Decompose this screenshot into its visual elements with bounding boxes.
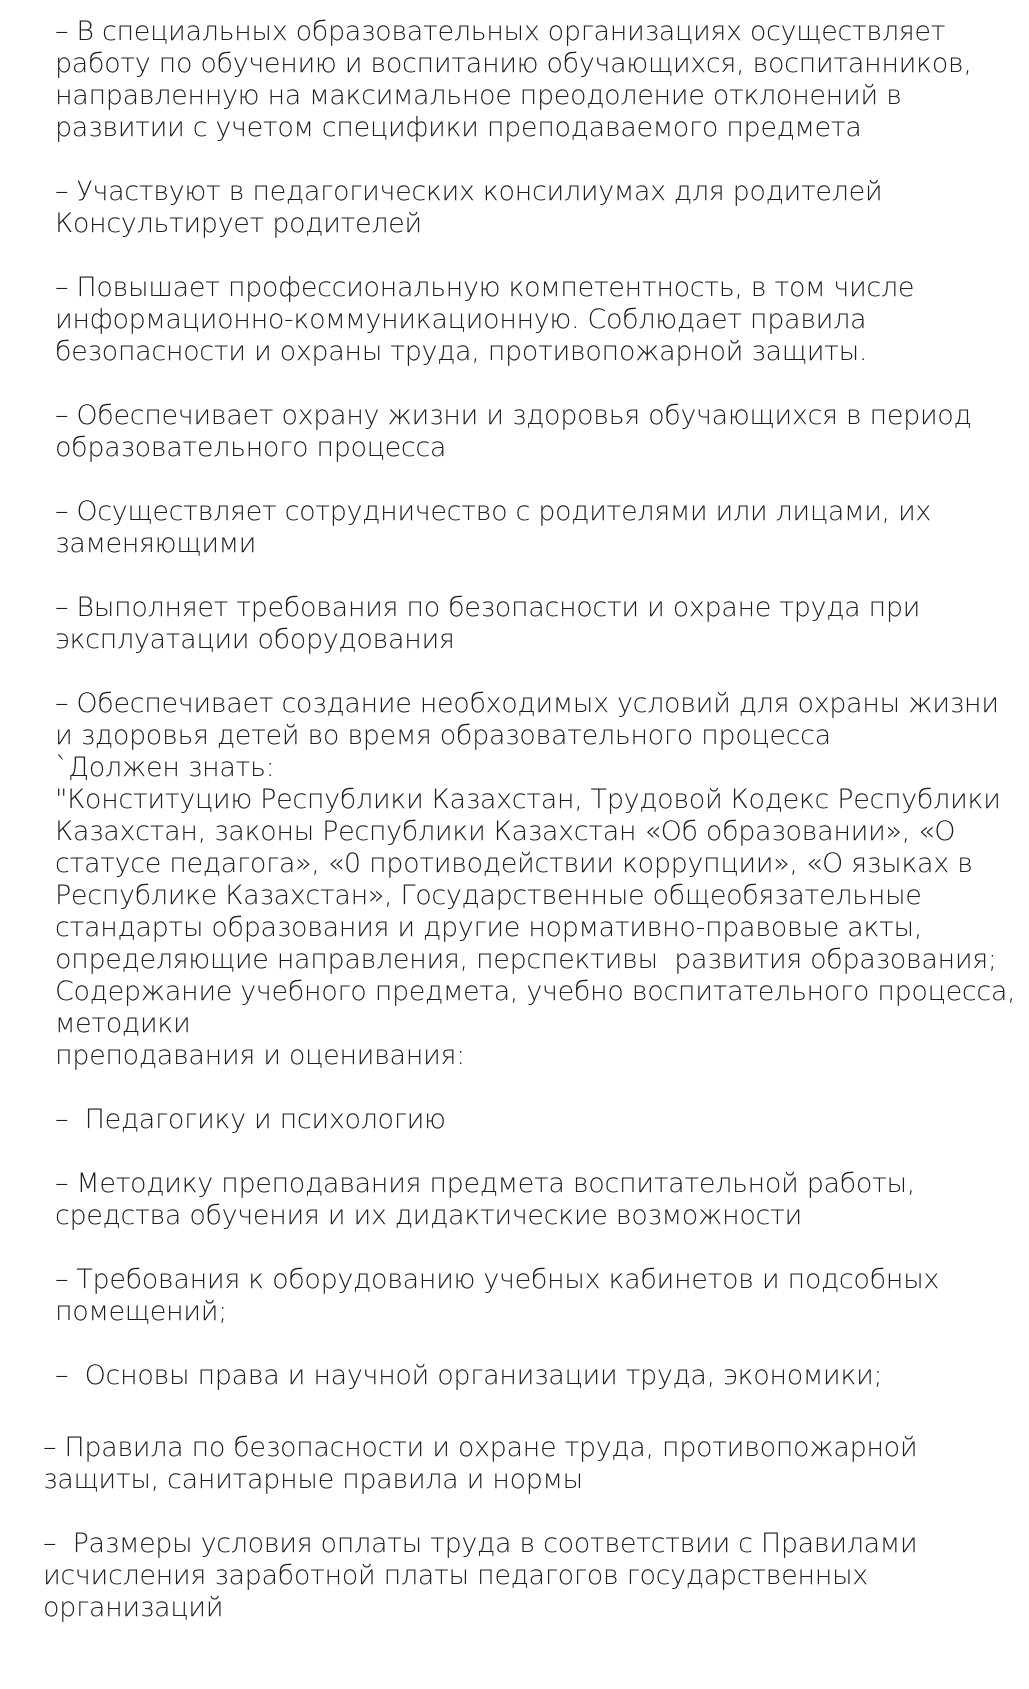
text-line: – Требования к оборудованию учебных кабинетов и подсобных bbox=[55, 1264, 940, 1295]
text-line: определяющие направления, перспективы развития образования; bbox=[55, 944, 997, 975]
text-line: – Осуществляет сотрудничество с родителями или лицами, их bbox=[55, 496, 932, 527]
text-line: Казахстан, законы Республики Казахстан «Об образовании», «О bbox=[55, 816, 956, 847]
text-line: помещений; bbox=[55, 1296, 227, 1327]
text-line: организаций bbox=[43, 1592, 224, 1623]
text-line: защиты, санитарные правила и нормы bbox=[43, 1464, 583, 1495]
text-line: – Обеспечивает охрану жизни и здоровья обучающихся в период bbox=[55, 400, 972, 431]
text-line: преподавания и оценивания: bbox=[55, 1040, 465, 1071]
text-line: – Выполняет требования по безопасности и охране труда при bbox=[55, 592, 921, 623]
text-line: и здоровья детей во время образовательного процесса bbox=[55, 720, 831, 751]
text-line: "Конституцию Республики Казахстан, Трудовой Кодекс Республики bbox=[55, 784, 1001, 815]
text-line: эксплуатации оборудования bbox=[55, 624, 455, 655]
text-line: средства обучения и их дидактические возможности bbox=[55, 1200, 802, 1231]
text-line: – Основы права и научной организации труда, экономики; bbox=[55, 1360, 883, 1391]
text-line: исчисления заработной платы педагогов государственных bbox=[43, 1560, 868, 1591]
text-line: Республике Казахстан», Государственные общеобязательные bbox=[55, 880, 922, 911]
text-line: образовательного процесса bbox=[55, 432, 447, 463]
text-line: информационно-коммуникационную. Соблюдает правила bbox=[55, 304, 867, 335]
text-line: `Должен знать: bbox=[55, 752, 275, 783]
text-line: – Размеры условия оплаты труда в соответствии с Правилами bbox=[43, 1528, 918, 1559]
text-line: – Правила по безопасности и охране труда, противопожарной bbox=[43, 1432, 918, 1463]
text-line: – В специальных образовательных организациях осуществляет bbox=[55, 16, 946, 47]
text-line: развитии с учетом специфики преподаваемого предмета bbox=[55, 112, 862, 143]
text-line: стандарты образования и другие нормативно-правовые акты, bbox=[55, 912, 923, 943]
text-line: направленную на максимальное преодоление отклонений в bbox=[55, 80, 902, 111]
text-line: работу по обучению и воспитанию обучающихся, воспитанников, bbox=[55, 48, 972, 79]
text-line: Консультирует родителей bbox=[55, 208, 422, 239]
text-line: – Участвуют в педагогических консилиумах для родителей bbox=[55, 176, 883, 207]
text-line: статусе педагога», «0 противодействии коррупции», «О языках в bbox=[55, 848, 973, 879]
text-line: методики bbox=[55, 1008, 191, 1039]
text-line: Содержание учебного предмета, учебно воспитательного процесса, bbox=[55, 976, 1016, 1007]
text-line: – Методику преподавания предмета воспитательной работы, bbox=[55, 1168, 916, 1199]
text-line: безопасности и охраны труда, противопожарной защиты. bbox=[55, 336, 868, 367]
text-line: – Педагогику и психологию bbox=[55, 1104, 446, 1135]
text-line: – Повышает профессиональную компетентность, в том числе bbox=[55, 272, 915, 303]
text-line: заменяющими bbox=[55, 528, 257, 559]
text-line: – Обеспечивает создание необходимых условий для охраны жизни bbox=[55, 688, 999, 719]
